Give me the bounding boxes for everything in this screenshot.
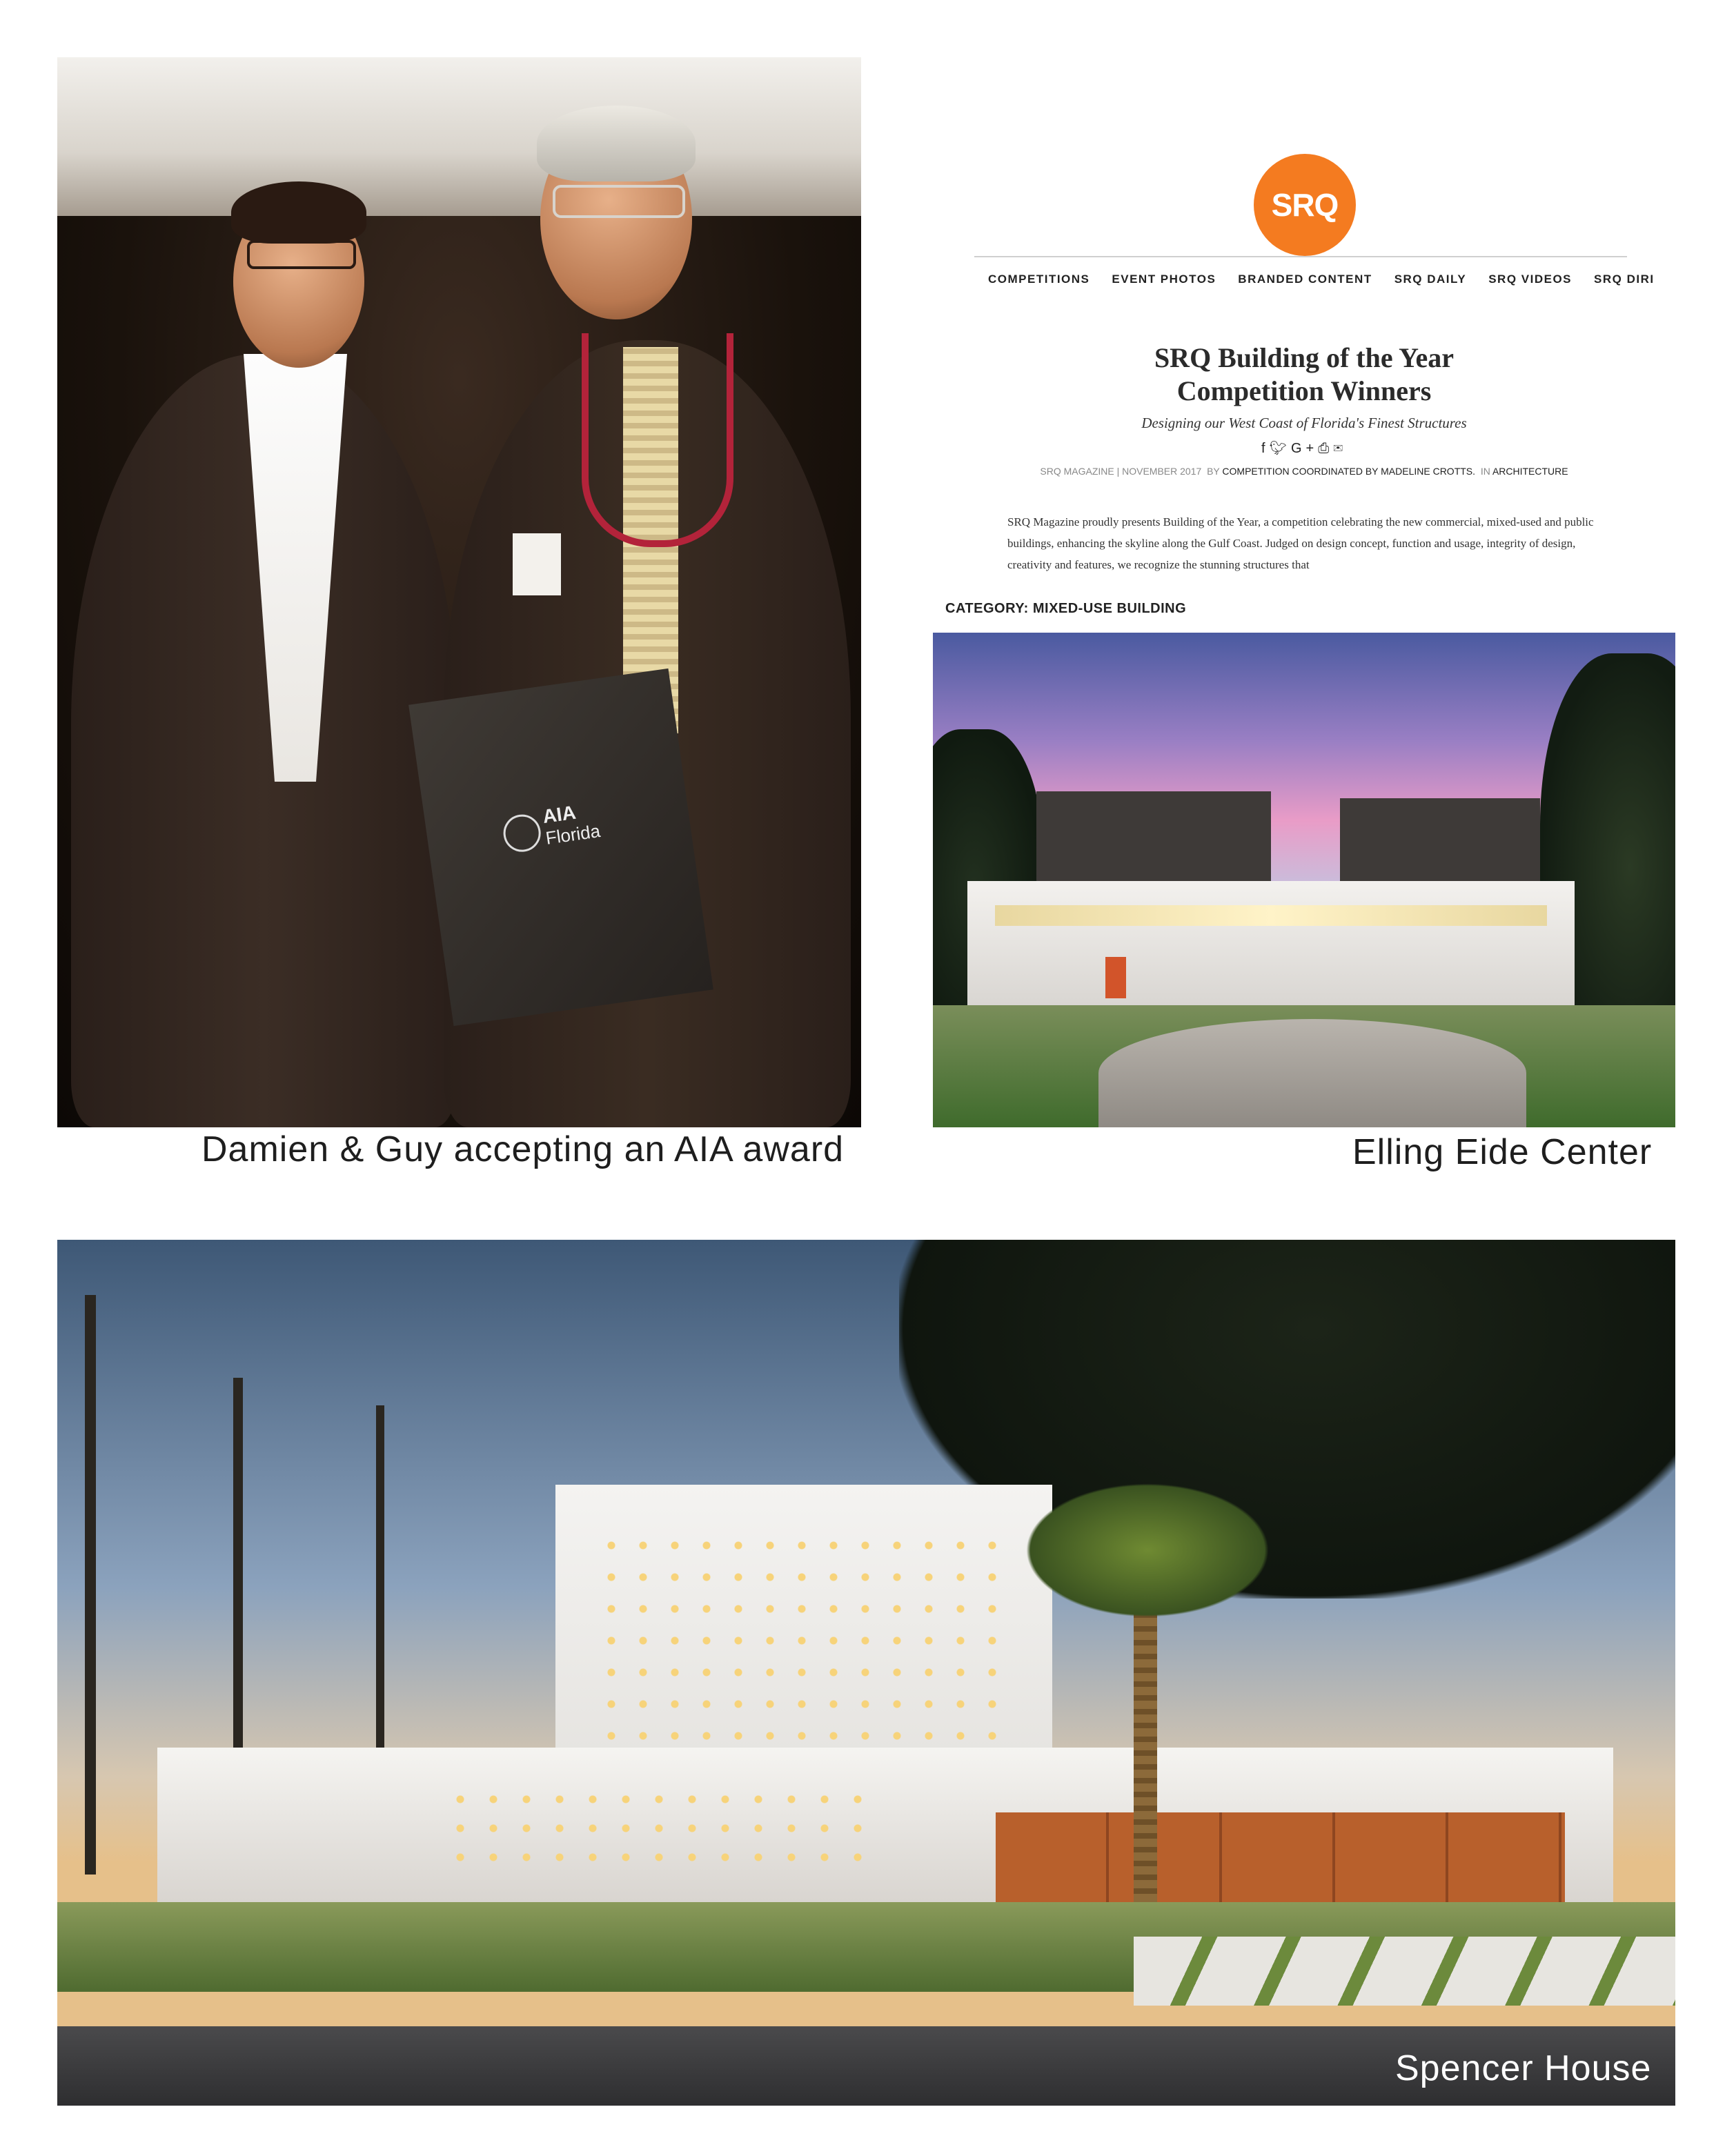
- nav-item-competitions[interactable]: COMPETITIONS: [988, 273, 1090, 286]
- nav-divider: [974, 256, 1627, 257]
- name-badge: [513, 533, 561, 595]
- folder-label-aia: AIA: [541, 801, 578, 828]
- google-plus-icon[interactable]: G+: [1290, 441, 1319, 456]
- article-title: [933, 342, 1675, 408]
- wall-perforations: [444, 1785, 885, 1875]
- share-icons: [933, 439, 1675, 457]
- srq-logo[interactable]: SRQ: [1254, 154, 1356, 256]
- stage-backdrop: [57, 57, 861, 216]
- person-left-hair: [231, 181, 366, 244]
- elling-eide-photo: [933, 633, 1675, 1127]
- meta-by-label: BY: [1207, 466, 1220, 477]
- facebook-icon[interactable]: f: [1261, 441, 1270, 456]
- caption-elling-eide: Elling Eide Center: [1352, 1132, 1653, 1172]
- aia-florida-folder: [408, 669, 713, 1026]
- article-title-line2: Competition Winners: [1176, 375, 1432, 406]
- srq-article-screenshot: [933, 57, 1675, 623]
- nav-item-srq-daily[interactable]: SRQ DAILY: [1394, 273, 1467, 286]
- spencer-house-photo: [57, 1240, 1675, 2106]
- article-title-line1: SRQ Building of the Year: [1154, 342, 1455, 373]
- meta-in-label: IN: [1480, 466, 1490, 477]
- orange-panel: [1105, 957, 1126, 998]
- nav-item-srq-videos[interactable]: SRQ VIDEOS: [1488, 273, 1573, 286]
- caption-spencer-house: Spencer House: [1395, 2048, 1652, 2088]
- print-icon[interactable]: ⎙: [1318, 441, 1334, 456]
- article-meta: [933, 466, 1675, 477]
- driveway-stripes: [1134, 1937, 1675, 2006]
- srq-nav: [988, 273, 1677, 286]
- building-upper-right: [1340, 798, 1540, 888]
- caption-award: Damien & Guy accepting an AIA award: [201, 1129, 845, 1169]
- meta-source: SRQ MAGAZINE | NOVEMBER 2017: [1040, 466, 1202, 477]
- person-right-hair: [537, 106, 696, 181]
- meta-category[interactable]: ARCHITECTURE: [1492, 466, 1568, 477]
- window-band: [995, 905, 1547, 926]
- article-subtitle: Designing our West Coast of Florida's Finest Structures: [1141, 415, 1467, 431]
- glasses-icon: [247, 240, 356, 269]
- palm-left-1: [85, 1295, 96, 1875]
- gravel-drive: [1098, 1019, 1526, 1127]
- folder-label-florida: Florida: [544, 820, 602, 849]
- article-body: SRQ Magazine proudly presents Building of the Year, a competition celebrating the new commercial, mixed-used and public buildings, enhancing the skyline along the Gulf Coast. Judged on design concept, function and usage, integrity of design, creativity and features, we recognize the stunning structures that: [1007, 515, 1594, 571]
- meta-author[interactable]: COMPETITION COORDINATED BY MADELINE CROTTS.: [1222, 466, 1476, 477]
- building-lower: [967, 881, 1575, 1005]
- feature-palm-fronds: [1009, 1474, 1285, 1626]
- award-photo: [57, 57, 861, 1127]
- twitter-icon[interactable]: 🐦︎: [1269, 441, 1291, 456]
- building-upper-left: [1036, 791, 1271, 888]
- category-heading: CATEGORY: MIXED-USE BUILDING: [945, 601, 1187, 616]
- aia-seal-icon: [501, 812, 543, 854]
- nav-item-srq-directory[interactable]: SRQ DIRI: [1594, 273, 1655, 286]
- nav-item-branded-content[interactable]: BRANDED CONTENT: [1238, 273, 1372, 286]
- medal-ribbon: [582, 333, 733, 547]
- glasses-icon: [553, 185, 685, 218]
- nav-item-event-photos[interactable]: EVENT PHOTOS: [1112, 273, 1216, 286]
- email-icon[interactable]: ✉: [1333, 441, 1347, 456]
